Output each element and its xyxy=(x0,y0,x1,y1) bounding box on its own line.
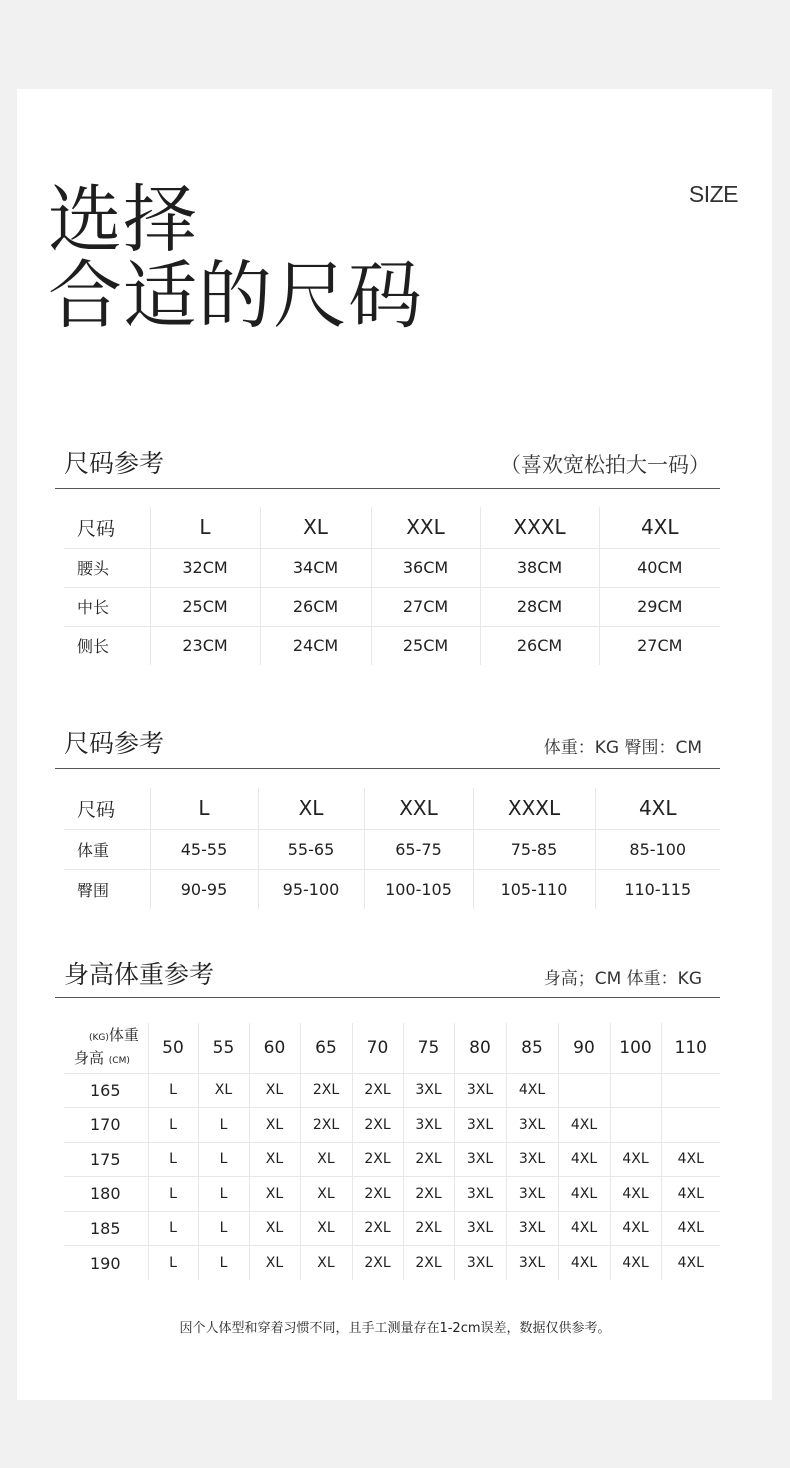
table-cell: 28CM xyxy=(480,587,599,626)
row-label: 腰头 xyxy=(64,548,150,587)
header-cell: 4XL xyxy=(595,788,720,829)
header-cell: XXL xyxy=(371,507,480,548)
table-row xyxy=(64,869,720,909)
size-table-weight-hip xyxy=(64,788,720,909)
size-cell: XL xyxy=(198,1073,249,1108)
table-cell: 24CM xyxy=(260,626,371,665)
size-cell: 3XL xyxy=(506,1142,558,1177)
size-cell: 4XL xyxy=(558,1246,610,1281)
corner-cell xyxy=(64,1023,148,1073)
table-header-row xyxy=(64,507,720,548)
height-cell: 190 xyxy=(90,1253,121,1273)
header-cell: XL xyxy=(260,507,371,548)
table-cell: 29CM xyxy=(599,587,720,626)
size-cell: 4XL xyxy=(610,1246,661,1281)
table-cell: 90-95 xyxy=(150,869,258,909)
table-cell: 65-75 xyxy=(364,829,473,869)
table-cell: 25CM xyxy=(371,626,480,665)
size-cell: 4XL xyxy=(610,1211,661,1246)
size-table-measurements xyxy=(64,507,720,665)
size-cell: XL xyxy=(300,1177,352,1212)
height-cell: 180 xyxy=(64,1177,148,1212)
size-cell: XL xyxy=(249,1073,300,1108)
size-cell: 4XL xyxy=(558,1142,610,1177)
size-cell: 4XL xyxy=(558,1108,610,1143)
disclaimer-text: 因个人体型和穿着习惯不同，且手工测量存在1-2cm误差，数据仅供参考。 xyxy=(179,1321,611,1336)
size-cell: XL xyxy=(300,1142,352,1177)
table-row xyxy=(64,1177,720,1212)
section2-divider xyxy=(55,768,720,769)
height-cell: 165 xyxy=(64,1073,148,1108)
size-cell: 3XL xyxy=(454,1211,506,1246)
size-cell: 3XL xyxy=(403,1073,454,1108)
corner-height xyxy=(74,1048,148,1071)
header-cell: 尺码 xyxy=(64,788,150,829)
table-header-row xyxy=(64,788,720,829)
weight-header: 80 xyxy=(454,1023,506,1073)
size-cell: XL xyxy=(249,1211,300,1246)
size-cell: L xyxy=(198,1142,249,1177)
table-cell: 105-110 xyxy=(473,869,595,909)
corner-weight xyxy=(74,1025,148,1048)
weight-header: 50 xyxy=(148,1023,198,1073)
size-cell: 2XL xyxy=(403,1211,454,1246)
header-cell: 4XL xyxy=(599,507,720,548)
height-unit: (CM) xyxy=(108,1055,130,1066)
size-cell: XL xyxy=(249,1108,300,1143)
weight-header: 100 xyxy=(610,1023,661,1073)
section1-note: （喜欢宽松拍大一码） xyxy=(500,453,710,477)
size-cell: L xyxy=(198,1246,249,1281)
header-cell: XXXL xyxy=(473,788,595,829)
table-cell: 23CM xyxy=(150,626,260,665)
size-cell: 2XL xyxy=(403,1142,454,1177)
size-cell: 3XL xyxy=(454,1142,506,1177)
size-cell: 4XL xyxy=(661,1142,720,1177)
size-cell: 2XL xyxy=(403,1246,454,1281)
size-cell: 3XL xyxy=(454,1177,506,1212)
page-title-line-2: 合适的尺码 xyxy=(48,253,423,339)
size-cell: XL xyxy=(249,1142,300,1177)
size-cell: 3XL xyxy=(403,1108,454,1143)
height-label: 身高 xyxy=(74,1048,105,1067)
section2-note: 体重：KG 臀围：CM xyxy=(543,738,702,758)
table-row xyxy=(64,548,720,587)
row-label: 体重 xyxy=(64,829,150,869)
height-weight-table xyxy=(64,1023,720,1280)
size-cell: 4XL xyxy=(506,1073,558,1108)
table-cell: 85-100 xyxy=(595,829,720,869)
size-cell: L xyxy=(198,1211,249,1246)
table-cell: 55-65 xyxy=(258,829,364,869)
weight-header: 55 xyxy=(198,1023,249,1073)
table-cell: 32CM xyxy=(150,548,260,587)
size-cell: 4XL xyxy=(661,1246,720,1281)
size-cell xyxy=(610,1108,661,1143)
size-cell: 4XL xyxy=(610,1177,661,1212)
table-row xyxy=(64,1108,720,1143)
height-cell: 170 xyxy=(64,1108,148,1143)
size-cell: 2XL xyxy=(403,1177,454,1212)
size-cell: 2XL xyxy=(300,1073,352,1108)
table-cell: 25CM xyxy=(150,587,260,626)
size-tag: SIZE xyxy=(688,181,738,207)
table-row xyxy=(64,587,720,626)
weight-header: 60 xyxy=(249,1023,300,1073)
table-cell: 26CM xyxy=(480,626,599,665)
table-cell: 27CM xyxy=(599,626,720,665)
size-cell: 3XL xyxy=(506,1211,558,1246)
size-cell: 3XL xyxy=(454,1073,506,1108)
table-cell: 75-85 xyxy=(473,829,595,869)
weight-header: 65 xyxy=(300,1023,352,1073)
weight-header: 70 xyxy=(352,1023,403,1073)
header-cell: XXL xyxy=(364,788,473,829)
size-cell: 2XL xyxy=(352,1073,403,1108)
size-cell: L xyxy=(198,1177,249,1212)
size-cell: L xyxy=(148,1246,198,1281)
section1-title: 尺码参考 xyxy=(64,449,165,478)
header-cell: L xyxy=(150,788,258,829)
size-cell: 2XL xyxy=(352,1211,403,1246)
size-cell: L xyxy=(148,1211,198,1246)
table-row xyxy=(64,626,720,665)
size-cell: 4XL xyxy=(661,1177,720,1212)
size-cell: 4XL xyxy=(610,1142,661,1177)
table-cell: 27CM xyxy=(371,587,480,626)
header-cell: XL xyxy=(258,788,364,829)
table-cell: 45-55 xyxy=(150,829,258,869)
size-cell: 2XL xyxy=(352,1142,403,1177)
size-cell: XL xyxy=(300,1246,352,1281)
weight-header: 110 xyxy=(661,1023,720,1073)
size-cell xyxy=(661,1073,720,1108)
table-row xyxy=(64,1211,720,1246)
size-cell: 3XL xyxy=(506,1177,558,1212)
size-cell: L xyxy=(148,1108,198,1143)
size-cell: 3XL xyxy=(506,1246,558,1281)
table-header-row xyxy=(64,1023,720,1073)
weight-unit: (KG) xyxy=(89,1032,109,1043)
table-row xyxy=(64,1246,720,1281)
size-cell: 4XL xyxy=(661,1211,720,1246)
size-cell: L xyxy=(148,1177,198,1212)
size-cell: 3XL xyxy=(506,1108,558,1143)
table-cell: 26CM xyxy=(260,587,371,626)
size-cell xyxy=(558,1073,610,1108)
size-cell: 3XL xyxy=(454,1108,506,1143)
size-cell: L xyxy=(148,1142,198,1177)
table-cell: 100-105 xyxy=(364,869,473,909)
table-cell: 40CM xyxy=(599,548,720,587)
table-row xyxy=(64,1142,720,1177)
table-cell: 110-115 xyxy=(595,869,720,909)
size-cell: 4XL xyxy=(558,1211,610,1246)
table-cell: 38CM xyxy=(480,548,599,587)
weight-label: 体重 xyxy=(108,1025,139,1044)
size-cell xyxy=(610,1073,661,1108)
section3-title: 身高体重参考 xyxy=(64,960,215,989)
table-cell: 34CM xyxy=(260,548,371,587)
row-label: 臀围 xyxy=(77,880,110,900)
weight-header: 90 xyxy=(558,1023,610,1073)
row-label: 侧长 xyxy=(77,637,110,657)
header-cell: XXXL xyxy=(480,507,599,548)
size-cell: 3XL xyxy=(454,1246,506,1281)
header-cell: 尺码 xyxy=(64,507,150,548)
size-cell xyxy=(661,1108,720,1143)
weight-header: 85 xyxy=(506,1023,558,1073)
size-cell: L xyxy=(198,1108,249,1143)
size-cell: L xyxy=(148,1073,198,1108)
size-cell: 2XL xyxy=(352,1177,403,1212)
header-cell: L xyxy=(150,507,260,548)
size-cell: 4XL xyxy=(558,1177,610,1212)
height-cell: 175 xyxy=(64,1142,148,1177)
size-cell: XL xyxy=(300,1211,352,1246)
weight-header: 75 xyxy=(403,1023,454,1073)
height-cell: 185 xyxy=(64,1211,148,1246)
section2-title: 尺码参考 xyxy=(64,729,165,758)
table-row xyxy=(64,1073,720,1108)
size-cell: XL xyxy=(249,1246,300,1281)
size-cell: XL xyxy=(249,1177,300,1212)
section1-divider xyxy=(55,488,720,489)
section3-divider xyxy=(55,997,720,998)
row-label: 中长 xyxy=(64,587,150,626)
table-row xyxy=(64,829,720,869)
table-cell: 36CM xyxy=(371,548,480,587)
size-cell: 2XL xyxy=(352,1108,403,1143)
size-cell: 2XL xyxy=(300,1108,352,1143)
table-cell: 95-100 xyxy=(258,869,364,909)
size-cell: 2XL xyxy=(352,1246,403,1281)
page-title-line-1: 选择 xyxy=(48,177,198,263)
section3-note: 身高；CM 体重：KG xyxy=(543,969,702,989)
